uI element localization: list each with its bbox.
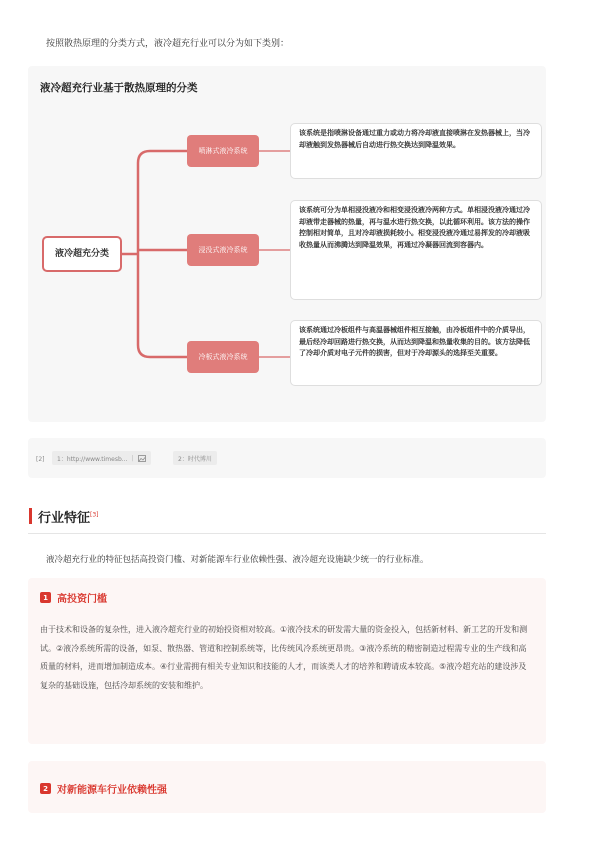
connector-trunk <box>138 151 150 357</box>
reference-link-2[interactable] <box>173 451 217 465</box>
classification-diagram-card <box>28 66 546 422</box>
feature-heading <box>40 590 107 605</box>
branch-node-spray <box>187 135 259 167</box>
branch-node-immersion <box>187 234 259 266</box>
leaf-desc-coldplate: 该系统通过冷板组件与高温器械组件相互接触，由冷板组件中的介质导出，最后经冷却回路进行热交换，从而达到降温和热量收集的目的。该方法降低了冷却介质对电子元件的损害，但对于冷却源头的选择至关重要。 <box>290 320 542 386</box>
section-heading <box>38 507 99 526</box>
feature-heading <box>40 781 167 796</box>
section-accent-bar <box>29 508 32 524</box>
branch-label: 冷板式液冷系统 <box>198 352 248 361</box>
branch-label: 浸没式液冷系统 <box>198 245 248 254</box>
feature-body: 由于技术和设备的复杂性，进入液冷超充行业的初始投资相对较高。①液冷技术的研发需大量的资金投入，包括新材料、新工艺的开发和测试。②液冷系统所需的设备，如泵、散热器、管道和控制系统等，比传统风冷系统更昂贵。③液冷系统的精密制造过程需专业的生产线和高质量的材料，进而增加制造成本。④行业需拥有相关专业知识和技能的人才，而该类人才的培养和聘请成本较高。⑤液冷超充站的建设涉及复杂的基础设施，包括冷却系统的安装和维护。 <box>40 625 528 690</box>
leaf-desc-immersion: 该系统可分为单相浸没液冷和相变浸没液冷两种方式。单相浸没液冷通过冷却液带走器械的热量，再与温水进行热交换，以此循环利用。该方法的操作控制相对简单，且对冷却液损耗较小。相变浸没液冷通过易挥发的冷却液吸收热量从而沸腾达到降温效果，再通过冷凝器回流到容器内。 <box>290 200 542 300</box>
branch-label: 喷淋式液冷系统 <box>198 146 248 155</box>
intro-text: 按照散热原理的分类方式，液冷超充行业可以分为如下类别： <box>46 39 290 49</box>
feature-title: 对新能源车行业依赖性强 <box>57 785 167 796</box>
section-citation[interactable]: [3] <box>90 511 99 519</box>
reference-number: [2] <box>36 456 45 463</box>
feature-number-badge: 1 <box>40 592 51 603</box>
reference-bar <box>28 438 546 478</box>
root-label: 液冷超充分类 <box>54 248 109 259</box>
reference-label: 1：http://www.timesb... <box>57 455 128 463</box>
reference-label: 2：时代博川 <box>178 455 212 463</box>
branch-node-coldplate <box>187 341 259 373</box>
reference-link-1[interactable]: 1：http://www.timesb... | <box>52 451 151 465</box>
feature-title: 高投资门槛 <box>57 594 107 605</box>
feature-card-2 <box>28 761 546 813</box>
section-intro: 液冷超充行业的特征包括高投资门槛、对新能源车行业依赖性强、液冷超充设施缺少统一的行业标准。 <box>46 555 429 565</box>
diagram-title: 液冷超充行业基于散热原理的分类 <box>40 82 198 94</box>
section-divider <box>28 533 546 534</box>
image-icon[interactable] <box>138 455 146 462</box>
feature-number-badge: 2 <box>40 783 51 794</box>
feature-card-1 <box>28 578 546 744</box>
section-title: 行业特征 <box>38 511 91 526</box>
leaf-desc-spray: 该系统是指喷淋设备通过重力或动力将冷却液直接喷淋在发热器械上，当冷却液触到发热器械后自动进行热交换达到降温效果。 <box>290 123 542 179</box>
root-node <box>42 236 122 272</box>
